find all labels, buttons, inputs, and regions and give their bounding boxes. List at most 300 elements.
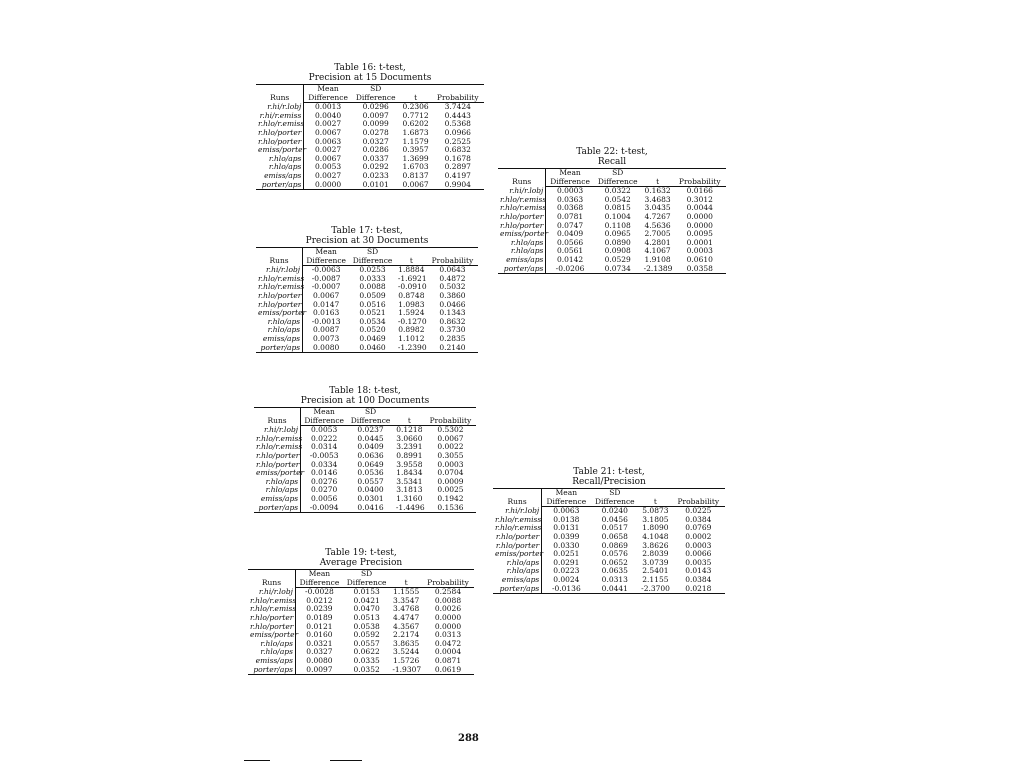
cell-sd-difference: 0.0652	[601, 557, 628, 567]
cell-sd-difference: 0.0513	[353, 612, 380, 622]
cell-mean-difference: 0.0363	[556, 194, 584, 204]
cell-runs: r.hlo/r.emiss	[500, 203, 547, 213]
cell-sd-difference: 0.0516	[359, 299, 386, 309]
cell-mean-difference: 0.0013	[314, 102, 342, 112]
cell-sd-difference: 0.0460	[349, 344, 396, 353]
cell-t: 2.2174	[393, 630, 420, 640]
table-19	[248, 569, 474, 675]
cell-mean-difference: 0.0222	[311, 433, 338, 443]
cell-runs: r.hlo/aps	[248, 648, 295, 657]
cell-runs: r.hlo/r.emiss	[258, 282, 305, 292]
cell-runs: r.hlo/aps	[256, 155, 304, 164]
table-17-block	[256, 226, 478, 353]
cell-t: -1.9307	[392, 664, 422, 674]
cell-runs: emiss/aps	[256, 335, 303, 344]
cell-mean-difference: 0.0067	[314, 153, 342, 163]
cell-mean-difference: 0.0334	[311, 459, 338, 469]
header-mean: Mean	[301, 408, 348, 417]
cell-probability: 0.3055	[437, 450, 464, 460]
cell-mean-difference: -0.0087	[311, 273, 341, 283]
cell-runs: r.hi/r.lobj	[248, 588, 295, 597]
header-runs: Runs	[256, 248, 303, 266]
cell-sd-difference: 0.0335	[353, 655, 380, 665]
cell-runs: r.hlo/r.emiss	[250, 595, 297, 605]
cell-sd-difference: 0.0536	[357, 468, 384, 478]
cell-mean-difference: 0.0063	[553, 506, 580, 516]
table-row	[498, 265, 726, 274]
cell-t: 0.8748	[398, 290, 425, 300]
cell-mean-difference: 0.0087	[313, 325, 340, 335]
table-22	[498, 168, 726, 274]
cell-t: -2.1389	[643, 263, 673, 273]
cell-probability: 0.0003	[686, 246, 713, 256]
cell-probability: 0.0022	[437, 442, 464, 452]
header-t: t	[396, 257, 427, 266]
cell-mean-difference: 0.0409	[556, 229, 584, 239]
cell-mean-difference: 0.0142	[556, 254, 584, 264]
cell-t: 4.2801	[644, 237, 671, 247]
cell-mean-difference: 0.0040	[314, 110, 342, 120]
cell-mean-difference: 0.0067	[314, 127, 342, 137]
table-caption: Table 21: t-test,	[573, 467, 645, 477]
cell-sd-difference: 0.0592	[353, 630, 380, 640]
cell-t: 1.5726	[393, 655, 420, 665]
cell-sd-difference: 0.0327	[362, 136, 389, 146]
cell-t: 3.3547	[393, 595, 420, 605]
cell-t: -0.1270	[397, 316, 427, 326]
table-subcaption: Precision at 15 Documents	[308, 73, 432, 83]
cell-probability: 0.0009	[437, 476, 464, 486]
cell-sd-difference: 0.0337	[362, 153, 389, 163]
cell-mean-difference: 0.0067	[313, 290, 340, 300]
cell-runs: r.hi/r.lobj	[256, 103, 304, 112]
cell-t: 1.6703	[402, 162, 429, 172]
cell-probability: 0.0000	[434, 621, 462, 631]
cell-runs: r.hlo/r.emiss	[256, 433, 303, 443]
cell-t: 1.0983	[398, 299, 425, 309]
cell-probability: 0.0088	[434, 595, 462, 605]
table-16-block	[256, 63, 484, 190]
cell-sd-difference: 0.0658	[601, 531, 628, 541]
cell-t: 1.9108	[644, 254, 671, 264]
footer-rule	[330, 760, 362, 761]
cell-t: 4.1048	[642, 531, 669, 541]
header-sd: SD	[352, 85, 400, 94]
cell-mean-difference: 0.0276	[311, 476, 338, 486]
cell-probability: 0.3012	[686, 194, 713, 204]
table-caption: Table 16: t-test,	[334, 63, 406, 73]
cell-probability: 0.2835	[439, 333, 466, 343]
header-difference: Difference	[343, 579, 390, 588]
cell-t: 3.4683	[644, 194, 671, 204]
cell-runs: r.hlo/porter	[498, 213, 546, 222]
header-mean: Mean	[546, 169, 594, 178]
cell-t: 1.8434	[396, 468, 423, 478]
cell-sd-difference: 0.0538	[353, 621, 380, 631]
cell-probability: 0.0004	[434, 647, 462, 657]
cell-t: 1.1555	[393, 587, 420, 597]
cell-sd-difference: 0.0286	[362, 145, 389, 155]
cell-sd-difference: 0.0529	[604, 254, 631, 264]
table-row	[256, 181, 484, 190]
cell-mean-difference: 0.0270	[311, 485, 338, 495]
cell-probability: 0.0643	[439, 265, 466, 275]
cell-t: 4.5636	[644, 220, 671, 230]
cell-t: 3.8635	[393, 638, 420, 648]
cell-probability: 0.0044	[686, 203, 713, 213]
cell-runs: r.hlo/porter	[498, 222, 546, 231]
header-runs: Runs	[256, 85, 304, 103]
cell-sd-difference: 0.0469	[359, 333, 386, 343]
cell-mean-difference: 0.0063	[314, 136, 342, 146]
cell-probability: 0.0704	[437, 468, 464, 478]
cell-probability: 0.0358	[674, 265, 726, 274]
cell-probability: 0.2584	[434, 587, 462, 597]
cell-t: 5.0873	[642, 506, 669, 516]
cell-t: 1.1012	[398, 333, 425, 343]
cell-sd-difference: 0.0534	[359, 316, 386, 326]
cell-t: 0.1218	[396, 425, 423, 435]
table-row	[254, 504, 476, 513]
cell-mean-difference: 0.0327	[306, 647, 333, 657]
table-caption: Table 19: t-test,	[325, 548, 397, 558]
cell-sd-difference: 0.0517	[601, 523, 628, 533]
cell-probability: 0.0000	[686, 211, 713, 221]
cell-runs: r.hlo/aps	[256, 326, 303, 335]
header-difference: Difference	[301, 417, 348, 426]
cell-probability: 0.5302	[437, 425, 464, 435]
cell-probability: 0.2897	[444, 162, 471, 172]
header-runs: Runs	[493, 489, 542, 507]
cell-sd-difference: 0.1004	[604, 211, 631, 221]
cell-probability: 0.0003	[685, 540, 712, 550]
cell-sd-difference: 0.0097	[362, 110, 389, 120]
cell-probability: 0.0225	[685, 506, 712, 516]
cell-t: 3.0435	[644, 203, 671, 213]
cell-sd-difference: 0.0542	[604, 194, 631, 204]
cell-t: 1.3699	[402, 153, 429, 163]
cell-sd-difference: 0.0908	[604, 246, 631, 256]
cell-mean-difference: 0.0399	[553, 531, 580, 541]
cell-runs: r.hlo/porter	[493, 542, 542, 551]
cell-probability: 0.0769	[685, 523, 712, 533]
cell-probability: 0.0619	[422, 666, 474, 675]
cell-sd-difference: 0.0441	[590, 585, 639, 594]
cell-runs: r.hlo/aps	[498, 247, 546, 256]
cell-runs: r.hlo/aps	[254, 478, 301, 487]
cell-t: 0.0067	[400, 181, 432, 190]
header-mean: Mean	[303, 248, 350, 257]
cell-mean-difference: 0.0053	[311, 425, 338, 435]
cell-sd-difference: 0.0815	[604, 203, 631, 213]
cell-runs: r.hlo/r.emiss	[495, 523, 542, 533]
cell-t: 3.0660	[396, 433, 423, 443]
cell-sd-difference: 0.0313	[601, 574, 628, 584]
cell-probability: 0.1678	[444, 153, 471, 163]
cell-runs: r.hlo/aps	[256, 318, 303, 327]
cell-probability: 0.0466	[439, 299, 466, 309]
cell-sd-difference: 0.0635	[601, 566, 628, 576]
cell-runs: r.hlo/porter	[256, 459, 300, 469]
cell-probability: 0.8632	[439, 316, 466, 326]
header-runs: Runs	[254, 408, 301, 426]
cell-runs: emiss/porter	[258, 145, 307, 155]
cell-runs: r.hlo/aps	[498, 239, 546, 248]
table-subcaption: Precision at 30 Documents	[305, 236, 429, 246]
cell-mean-difference: 0.0080	[303, 344, 350, 353]
cell-mean-difference: 0.0212	[306, 595, 333, 605]
cell-probability: 0.0384	[685, 514, 712, 524]
cell-probability: 0.0000	[434, 612, 462, 622]
header-probability: Probability	[674, 178, 726, 187]
footer-rule	[244, 760, 270, 761]
cell-runs: emiss/aps	[498, 256, 546, 265]
cell-sd-difference: 0.0153	[353, 587, 380, 597]
cell-mean-difference: 0.0053	[314, 162, 342, 172]
cell-probability: 0.2525	[444, 136, 471, 146]
cell-runs: emiss/porter	[258, 308, 307, 318]
cell-sd-difference: 0.0557	[357, 476, 384, 486]
table-19-block	[248, 548, 474, 675]
table-22-block	[498, 147, 726, 274]
cell-t: 4.4747	[393, 612, 420, 622]
cell-runs: r.hlo/porter	[248, 614, 295, 623]
cell-mean-difference: 0.0146	[311, 468, 338, 478]
cell-probability: 0.3860	[439, 290, 466, 300]
cell-runs: r.hlo/porter	[256, 129, 304, 138]
cell-probability: 0.9904	[432, 181, 484, 190]
cell-sd-difference: 0.0509	[359, 290, 386, 300]
cell-probability: 0.5032	[439, 282, 466, 292]
cell-sd-difference: 0.0649	[357, 459, 384, 469]
cell-sd-difference: 0.0965	[604, 229, 631, 239]
header-probability: Probability	[672, 498, 725, 507]
cell-runs: emiss/aps	[248, 657, 295, 666]
cell-t: 4.1067	[644, 246, 671, 256]
cell-sd-difference: 0.0576	[601, 549, 628, 559]
cell-probability: 0.0003	[437, 459, 464, 469]
cell-probability: 0.0002	[685, 531, 712, 541]
cell-sd-difference: 0.0409	[357, 442, 384, 452]
table-row	[256, 344, 478, 353]
cell-sd-difference: 0.0416	[347, 504, 394, 513]
cell-runs: r.hlo/aps	[256, 163, 304, 172]
header-t: t	[639, 498, 671, 507]
cell-probability: 0.0067	[437, 433, 464, 443]
cell-probability: 0.0218	[672, 585, 725, 594]
header-mean: Mean	[542, 489, 591, 498]
header-sd: SD	[347, 408, 394, 417]
table-21-block	[493, 467, 725, 594]
cell-sd-difference: 0.0470	[353, 604, 380, 614]
cell-t: 2.7005	[644, 229, 671, 239]
cell-sd-difference: 0.0400	[357, 485, 384, 495]
cell-mean-difference: 0.0160	[306, 630, 333, 640]
cell-probability: 0.1942	[437, 493, 464, 503]
cell-t: 0.6202	[402, 119, 429, 129]
header-difference: Difference	[303, 257, 350, 266]
cell-probability: 0.4872	[439, 273, 466, 283]
cell-runs: porter/aps	[248, 666, 295, 675]
cell-t: 3.8626	[642, 540, 669, 550]
cell-mean-difference: 0.0027	[314, 145, 342, 155]
cell-probability: 0.0066	[685, 549, 712, 559]
cell-probability: 0.0313	[434, 630, 462, 640]
header-probability: Probability	[422, 579, 474, 588]
header-probability: Probability	[425, 417, 476, 426]
header-t: t	[642, 178, 674, 187]
cell-t: -1.6921	[397, 273, 427, 283]
cell-mean-difference: 0.0147	[313, 299, 340, 309]
cell-t: 4.7267	[644, 211, 671, 221]
cell-t: 1.8884	[398, 265, 425, 275]
cell-probability: 0.0610	[686, 254, 713, 264]
cell-runs: r.hi/r.lobj	[493, 507, 542, 516]
cell-runs: r.hlo/aps	[493, 559, 542, 568]
header-t: t	[394, 417, 425, 426]
cell-runs: r.hlo/porter	[258, 299, 302, 309]
cell-runs: porter/aps	[493, 585, 542, 594]
table-subcaption: Precision at 100 Documents	[300, 396, 430, 406]
cell-t: 0.1632	[644, 186, 671, 196]
cell-probability: 0.0472	[434, 638, 462, 648]
cell-probability: 0.0000	[686, 220, 713, 230]
header-mean: Mean	[295, 570, 342, 579]
cell-sd-difference: 0.0292	[362, 162, 389, 172]
cell-runs: r.hi/r.lobj	[254, 426, 301, 435]
cell-t: -1.4496	[395, 502, 425, 512]
header-runs: Runs	[248, 570, 295, 588]
cell-t: 3.9558	[396, 459, 423, 469]
cell-sd-difference: 0.0099	[362, 119, 389, 129]
cell-runs: r.hlo/porter	[256, 138, 304, 147]
cell-mean-difference: 0.0223	[553, 566, 580, 576]
cell-mean-difference: -0.0013	[311, 316, 341, 326]
cell-sd-difference: 0.0445	[357, 433, 384, 443]
cell-sd-difference: 0.0101	[352, 181, 400, 190]
header-sd: SD	[343, 570, 390, 579]
header-difference: Difference	[304, 94, 352, 103]
cell-t: 3.4768	[393, 604, 420, 614]
cell-runs: r.hlo/porter	[258, 290, 302, 300]
table-subcaption: Recall	[597, 157, 627, 167]
cell-mean-difference: 0.0024	[553, 574, 580, 584]
table-subcaption: Average Precision	[319, 558, 403, 568]
cell-t: 0.3957	[402, 145, 429, 155]
cell-mean-difference: 0.0747	[556, 220, 584, 230]
table-18-block	[254, 386, 476, 513]
cell-mean-difference: 0.0097	[295, 666, 342, 675]
cell-probability: 0.0001	[686, 237, 713, 247]
cell-t: 1.5924	[398, 308, 425, 318]
table-row	[493, 585, 725, 594]
cell-sd-difference: 0.0088	[359, 282, 386, 292]
cell-mean-difference: 0.0566	[556, 237, 584, 247]
cell-mean-difference: 0.0073	[313, 333, 340, 343]
cell-mean-difference: 0.0330	[553, 540, 580, 550]
cell-probability: 0.0384	[685, 574, 712, 584]
cell-t: 0.8991	[396, 450, 423, 460]
cell-runs: r.hlo/r.emiss	[495, 514, 542, 524]
table-17	[256, 247, 478, 353]
cell-probability: 0.0871	[434, 655, 462, 665]
cell-t: -1.2390	[397, 342, 427, 352]
cell-probability: 0.0035	[685, 557, 712, 567]
cell-mean-difference: 0.0368	[556, 203, 584, 213]
cell-mean-difference: 0.0138	[553, 514, 580, 524]
header-mean: Mean	[304, 85, 352, 94]
cell-t: 0.7712	[402, 110, 429, 120]
cell-probability: 0.5368	[444, 119, 471, 129]
header-probability: Probability	[432, 94, 484, 103]
cell-runs: emiss/porter	[256, 468, 305, 478]
cell-mean-difference: 0.0561	[556, 246, 584, 256]
cell-runs: r.hlo/aps	[493, 567, 542, 576]
cell-runs: r.hlo/r.emiss	[256, 442, 303, 452]
cell-mean-difference: 0.0239	[306, 604, 333, 614]
cell-probability: 0.0143	[685, 566, 712, 576]
header-difference: Difference	[546, 178, 594, 187]
cell-t: 1.1579	[402, 136, 429, 146]
cell-sd-difference: 0.0253	[359, 265, 386, 275]
cell-sd-difference: 0.0890	[604, 237, 631, 247]
table-row	[248, 666, 474, 675]
cell-runs: r.hlo/aps	[248, 640, 295, 649]
cell-probability: 0.1343	[439, 308, 466, 318]
header-t: t	[390, 579, 422, 588]
cell-sd-difference: 0.0278	[362, 127, 389, 137]
cell-sd-difference: 0.0521	[359, 308, 386, 318]
cell-sd-difference: 0.0557	[353, 638, 380, 648]
cell-t: -2.3700	[641, 583, 670, 593]
cell-probability: 0.0166	[686, 186, 713, 196]
cell-probability: 0.0026	[434, 604, 462, 614]
cell-mean-difference: 0.0056	[311, 493, 338, 503]
table-21	[493, 488, 725, 594]
table-16	[256, 84, 484, 190]
cell-sd-difference: 0.0622	[353, 647, 380, 657]
cell-mean-difference: 0.0251	[553, 549, 580, 559]
cell-mean-difference: -0.0206	[546, 265, 594, 274]
cell-t: 3.0739	[642, 557, 669, 567]
cell-runs: porter/aps	[498, 265, 546, 274]
cell-mean-difference: 0.0189	[306, 612, 333, 622]
cell-mean-difference: 0.0291	[553, 557, 580, 567]
header-difference: Difference	[295, 579, 342, 588]
cell-sd-difference: 0.0301	[357, 493, 384, 503]
cell-runs: r.hlo/porter	[248, 623, 295, 632]
cell-sd-difference: 0.0456	[601, 514, 628, 524]
cell-t: 2.8039	[642, 549, 669, 559]
cell-mean-difference: 0.0163	[313, 308, 340, 318]
cell-t: 1.6873	[402, 127, 429, 137]
cell-sd-difference: 0.0520	[359, 325, 386, 335]
cell-t: 3.1805	[642, 514, 669, 524]
header-difference: Difference	[352, 94, 400, 103]
cell-probability: 0.0025	[437, 485, 464, 495]
table-caption: Table 17: t-test,	[331, 226, 403, 236]
cell-t: 2.5401	[642, 566, 669, 576]
cell-probability: 0.4443	[444, 110, 471, 120]
cell-runs: emiss/aps	[493, 576, 542, 585]
cell-t: 1.8090	[642, 523, 669, 533]
cell-probability: 0.1536	[425, 504, 476, 513]
cell-sd-difference: 0.0636	[357, 450, 384, 460]
cell-mean-difference: 0.0027	[314, 170, 342, 180]
cell-mean-difference: -0.0053	[309, 450, 339, 460]
cell-probability: 0.0966	[444, 127, 471, 137]
cell-mean-difference: -0.0028	[305, 587, 334, 597]
